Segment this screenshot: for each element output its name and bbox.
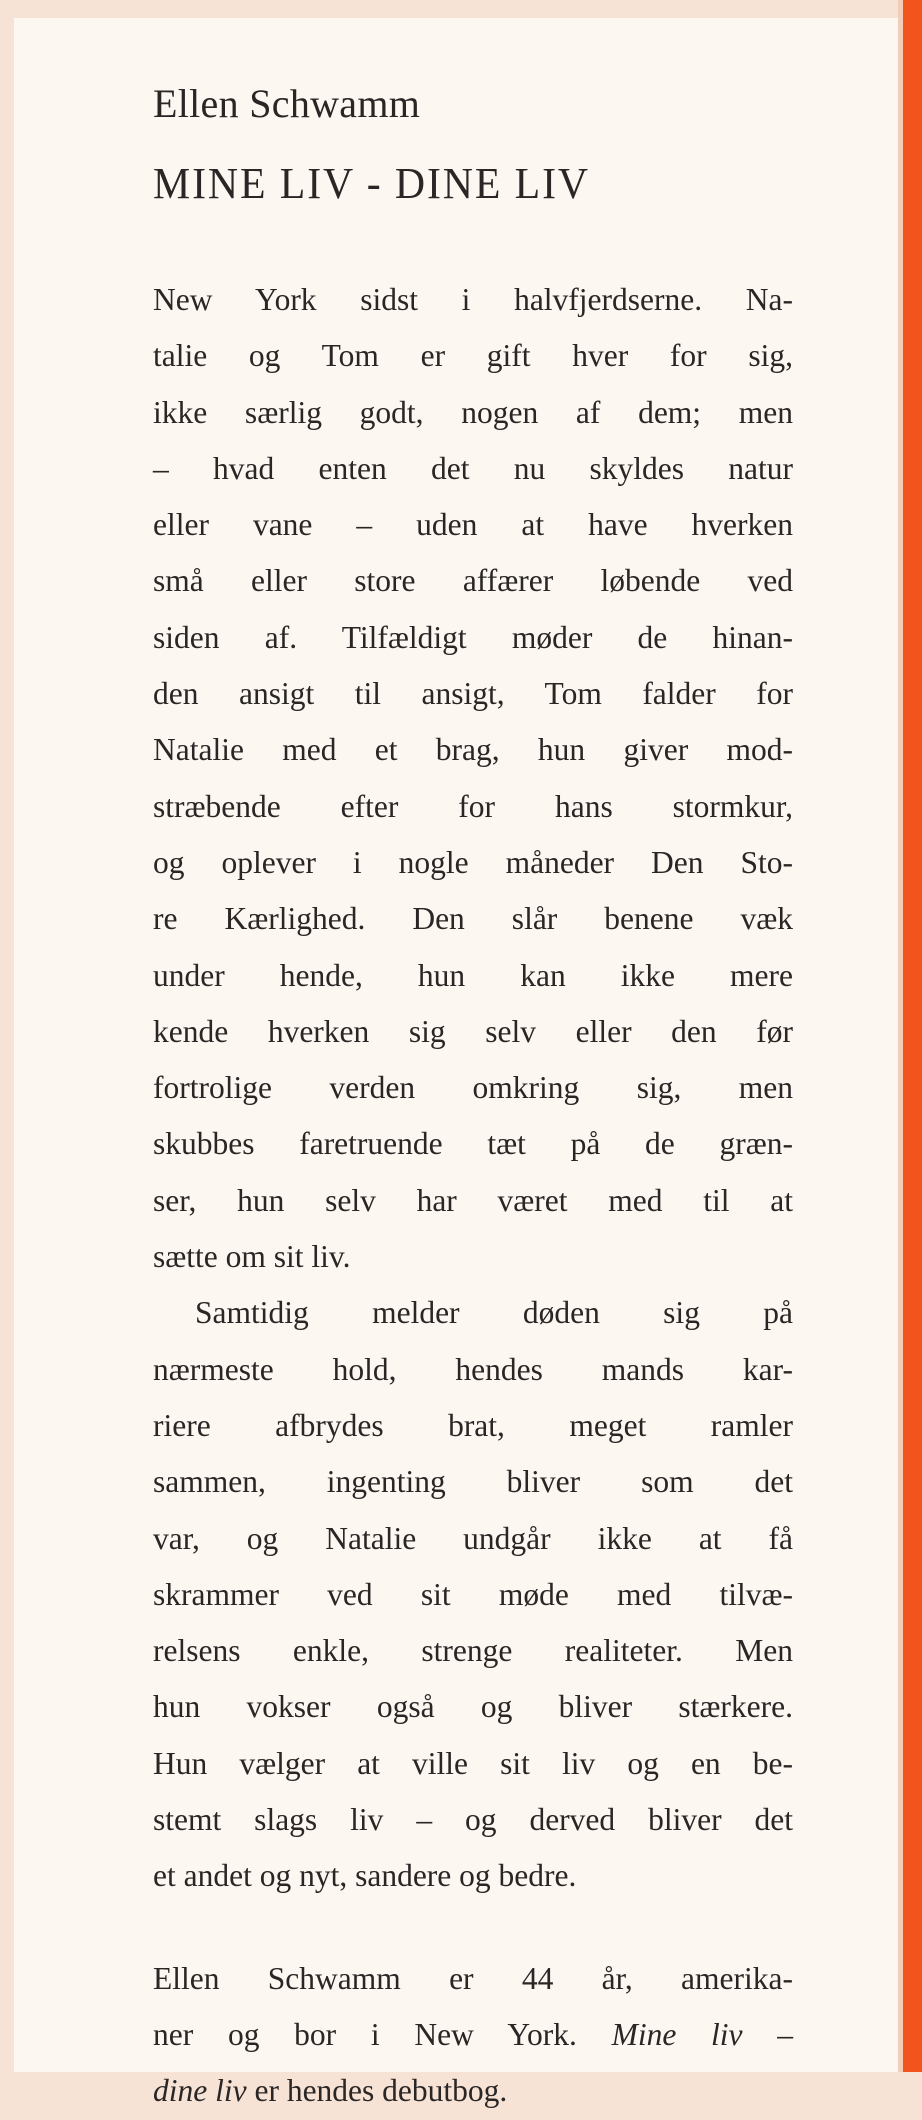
blurb-line: hun vokser også og bliver stærkere. [153,1689,793,1725]
blurb-line: skrammer ved sit møde med tilvæ- [153,1576,793,1612]
blurb-line: under hende, hun kan ikke mere [153,957,793,993]
blurb-line: den ansigt til ansigt, Tom falder for [153,676,793,712]
blurb-line: Hun vælger at ville sit liv og en be- [153,1745,793,1781]
blurb-line: riere afbrydes brat, meget ramler [153,1407,793,1443]
bio-line: Ellen Schwamm er 44 år, amerika- [153,1960,793,1996]
blurb-line: relsens enkle, strenge realiteter. Men [153,1633,793,1669]
blurb-line: ser, hun selv har været med til at [153,1182,793,1218]
blurb-line: re Kærlighed. Den slår benene væk [153,901,793,937]
blurb-line: sammen, ingenting bliver som det [153,1464,793,1500]
blurb-line: stræbende efter for hans stormkur, [153,788,793,824]
blurb-line: kende hverken sig selv eller den før [153,1013,793,1049]
blurb-line: nærmeste hold, hendes mands kar- [153,1351,793,1387]
blurb-line: små eller store affærer løbende ved [153,563,793,599]
book-title: MINE LIV - DINE LIV [153,159,590,208]
author-name: Ellen Schwamm [153,81,421,126]
bio-text: er hendes debutbog. [254,2073,508,2109]
blurb-line: et andet og nyt, sandere og bedre. [153,1858,577,1894]
blurb-line: var, og Natalie undgår ikke at få [153,1520,793,1556]
blurb-line: eller vane – uden at have hverken [153,507,793,543]
book-title-italic: Mine liv – [611,2016,794,2052]
orange-cover-edge [903,0,922,2072]
blurb-line: talie og Tom er gift hver for sig, [153,338,793,374]
blurb-line: og oplever i nogle måneder Den Sto- [153,844,793,880]
author-bio [153,1951,793,2120]
bio-line [153,2007,793,2063]
blurb-line: Natalie med et brag, hun giver mod- [153,732,793,768]
blurb-line: fortrolige verden omkring sig, men [153,1070,793,1106]
blurb-line: Samtidig melder døden sig på [195,1295,793,1331]
book-title-italic: dine liv [153,2073,247,2109]
blurb-line: ikke særlig godt, nogen af dem; men [153,394,793,430]
bio-text: ner og bor i New York. [153,2016,577,2052]
blurb-line: stemt slags liv – og derved bliver det [153,1802,793,1838]
blurb-line: New York sidst i halvfjerdserne. Na- [153,282,793,317]
paragraph-gap [153,1905,793,1951]
blurb-line: – hvad enten det nu skyldes natur [153,450,793,486]
blurb-line: skubbes faretruende tæt på de græn- [153,1126,793,1162]
blurb-text [153,272,793,2120]
blurb-line: siden af. Tilfældigt møder de hinan- [153,619,793,655]
blurb-line: sætte om sit liv. [153,1239,351,1275]
